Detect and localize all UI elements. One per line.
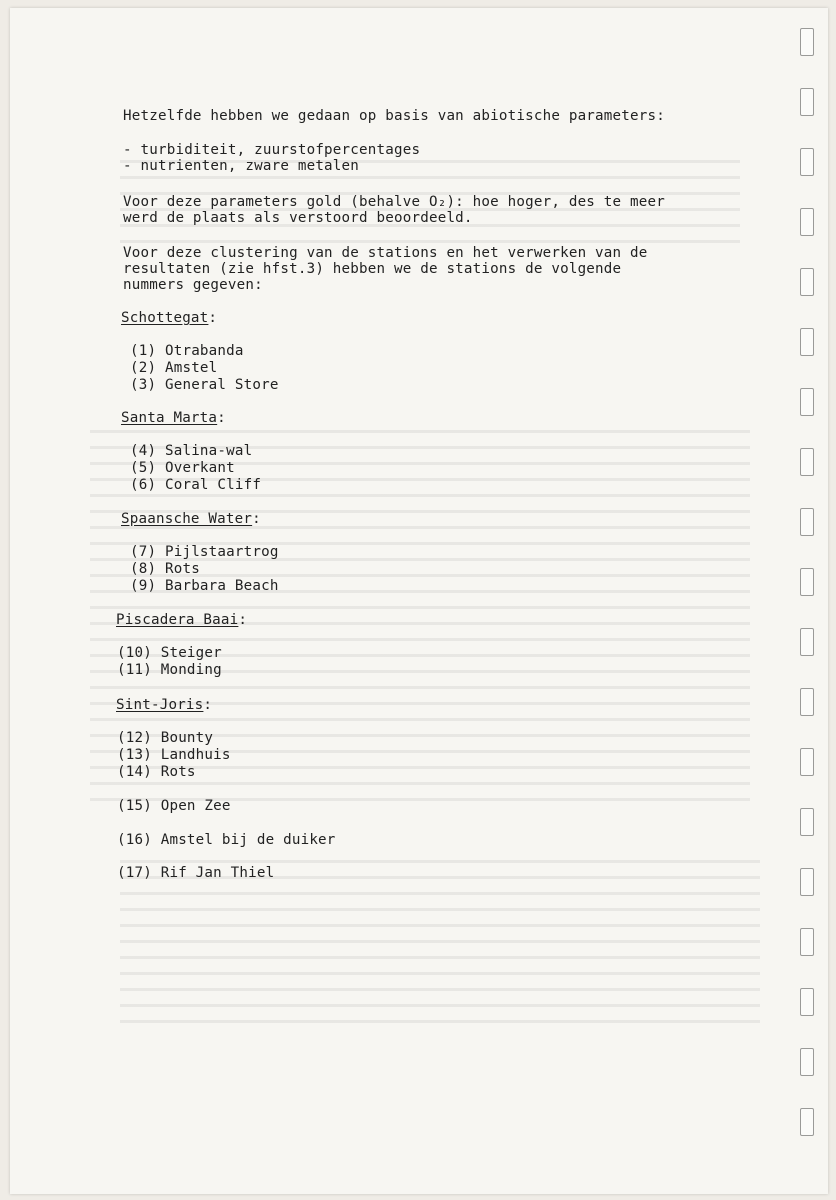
group-name: Sint-Joris (116, 697, 204, 713)
binding-hole (800, 568, 814, 596)
spiral-binding (800, 28, 814, 1178)
group-name: Piscadera Baai (116, 612, 239, 628)
station-item: (12) Bounty (117, 730, 214, 746)
bleed-through-texture (120, 860, 760, 1030)
group-name: Spaansche Water (121, 511, 253, 527)
binding-hole (800, 1108, 814, 1136)
group-heading: Sint-Joris: (116, 697, 213, 713)
paragraph-line: Voor deze parameters gold (behalve O₂): hoe hoger, des te meer (123, 194, 665, 210)
paragraph-line: nummers gegeven: (123, 277, 263, 293)
group-heading: Spaansche Water: (121, 511, 261, 527)
binding-hole (800, 808, 814, 836)
intro-line: Hetzelfde hebben we gedaan op basis van abiotische parameters: (123, 108, 665, 124)
binding-hole (800, 628, 814, 656)
binding-hole (800, 388, 814, 416)
binding-hole (800, 688, 814, 716)
binding-hole (800, 1048, 814, 1076)
binding-hole (800, 988, 814, 1016)
paragraph-line: werd de plaats als verstoord beoordeeld. (123, 210, 473, 226)
group-heading: Piscadera Baai: (116, 612, 248, 628)
binding-hole (800, 928, 814, 956)
binding-hole (800, 748, 814, 776)
station-item: (5) Overkant (130, 460, 235, 476)
station-item: (15) Open Zee (117, 798, 231, 814)
binding-hole (800, 28, 814, 56)
station-item: (10) Steiger (117, 645, 222, 661)
binding-hole (800, 448, 814, 476)
binding-hole (800, 868, 814, 896)
station-item: (4) Salina-wal (130, 443, 253, 459)
binding-hole (800, 328, 814, 356)
station-item: (8) Rots (130, 561, 200, 577)
station-item: (13) Landhuis (117, 747, 231, 763)
station-item: (6) Coral Cliff (130, 477, 262, 493)
station-item: (14) Rots (117, 764, 196, 780)
group-name: Santa Marta (121, 410, 218, 426)
station-item: (16) Amstel bij de duiker (117, 832, 336, 848)
station-item: (17) Rif Jan Thiel (117, 865, 275, 881)
station-item: (1) Otrabanda (130, 343, 244, 359)
group-heading: Schottegat: (121, 310, 218, 326)
station-item: (11) Monding (117, 662, 222, 678)
group-heading: Santa Marta: (121, 410, 226, 426)
station-item: (9) Barbara Beach (130, 578, 279, 594)
binding-hole (800, 508, 814, 536)
binding-hole (800, 268, 814, 296)
binding-hole (800, 208, 814, 236)
paragraph-line: resultaten (zie hfst.3) hebben we de stations de volgende (123, 261, 622, 277)
station-item: (2) Amstel (130, 360, 218, 376)
bullet-item: - turbiditeit, zuurstofpercentages (123, 142, 421, 158)
station-item: (7) Pijlstaartrog (130, 544, 279, 560)
paragraph-line: Voor deze clustering van de stations en het verwerken van de (123, 245, 648, 261)
station-item: (3) General Store (130, 377, 279, 393)
binding-hole (800, 88, 814, 116)
binding-hole (800, 148, 814, 176)
bullet-item: - nutrienten, zware metalen (123, 158, 360, 174)
group-name: Schottegat (121, 310, 209, 326)
